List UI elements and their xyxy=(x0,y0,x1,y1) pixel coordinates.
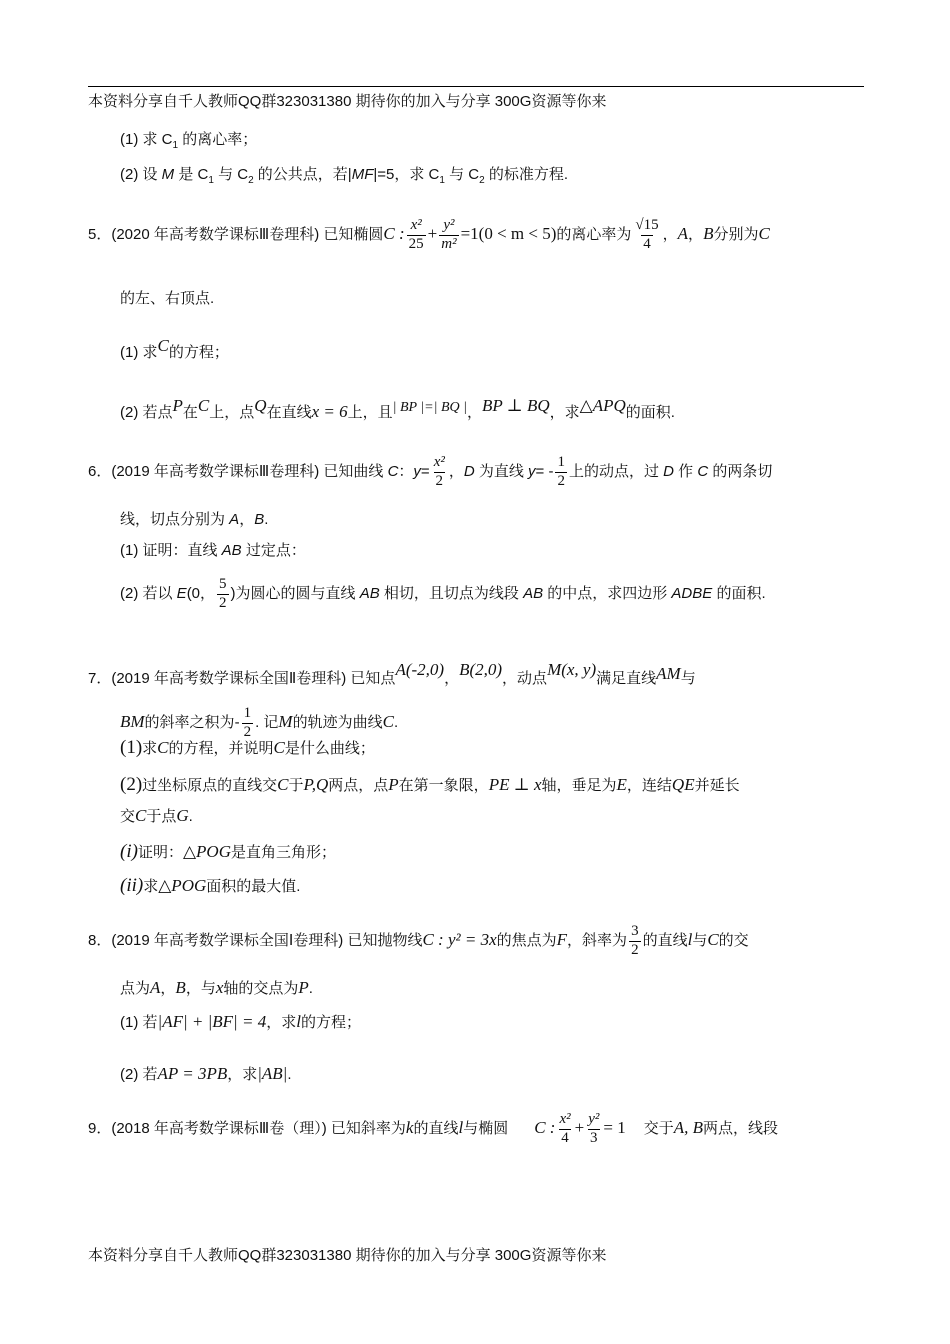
q6-frac-5-2: $\frac{5}{2}$ xyxy=(219,575,227,611)
q5-part1: (1) 求C的方程； xyxy=(120,336,229,361)
q5-frac-y2-m2: $\frac{\text{y²}}{\text{m²}}$ xyxy=(441,216,457,252)
q4-part1: (1) 求 $C_1$ 的离心率； xyxy=(120,131,258,151)
q7-part2: (2)过坐标原点的直线交C于P,Q两点，点P在第一象限，PE ⊥ x轴，垂足为E，连结QE并延长 xyxy=(120,774,740,795)
q5-frac-sqrt15-4: $\frac{√15}{4}$ xyxy=(635,216,659,252)
q5-frac-x2-25: $\frac{\text{x²}}{25}$ xyxy=(408,216,424,252)
q7-part2-line2: 交C于点G. xyxy=(120,806,193,825)
q7-frac-1-2: $\frac{1}{2}$ xyxy=(243,704,252,740)
q4-part2: (2) 设 M 是 $C_1$ 与 $C_2$ 的公共点，若|MF|=5，求 $C_1$ 与 $C_2$ 的标准方程. xyxy=(120,166,569,186)
q6-frac-x2-2: $\frac{\text{x²}}{2}$ xyxy=(433,453,445,489)
q6-stem-line2: 线，切点分别为 A，B. xyxy=(120,511,269,528)
q9-stem: 9．(2018 年高考数学课标Ⅲ卷（理）) 已知斜率为k的直线l与椭圆 C : $\frac{\text{x²}}{4}$ + $\frac{\text{y²}}{3}$ = 1 交于A, B两点，线段 xyxy=(88,1110,779,1146)
q8-frac-3-2: $\frac{3}{2}$ xyxy=(631,922,639,958)
q5-part2: (2) 若点P在C上，点Q在直线x = 6上，且| BP |=| BQ |，BP ⊥ BQ，求△APQ的面积. xyxy=(120,396,675,421)
q8-stem-line2: 点为A，B，与x轴的交点为P. xyxy=(120,978,313,997)
q7-stem: 7．(2019 年高考数学课标全国Ⅱ卷理科) 已知点A(-2,0)，B(2,0)，动点M(x, y)满足直线AM与 xyxy=(88,660,696,687)
q6-part1: (1) 证明：直线 AB 过定点： xyxy=(120,542,306,559)
q9-frac-x2-4: $\frac{\text{x²}}{4}$ xyxy=(559,1110,571,1146)
q7-part2-ii: (ii)求△POG面积的最大值. xyxy=(120,875,301,896)
q6-frac-1-2: $\frac{1}{2}$ xyxy=(557,453,565,489)
q7-stem-line2: BM的斜率之积为- $\frac{1}{2}$ . 记M的轨迹为曲线C. xyxy=(120,704,399,740)
q6-stem: 6．(2019 年高考数学课标Ⅲ卷理科) 已知曲线 C：y= $\frac{\text{x²}}{2}$ ，D 为直线 y= - $\frac{1}{2}$ 上的动点，过 D 作 C 的两条切 xyxy=(88,453,773,489)
q5-stem: 5．(2020 年高考数学课标Ⅲ卷理科) 已知椭圆C : $\frac{\text{x²}}{25}$ + $\frac{\text{y²}}{\text{m²}}$ =1(0 < m < 5)的离心率为 $\frac{√15}{4}$ ，A，B分别为C xyxy=(88,216,770,252)
q8-part2: (2) 若AP = 3PB，求|AB|. xyxy=(120,1064,292,1083)
q5-stem-line2: 的左、右顶点. xyxy=(120,290,215,307)
q8-stem: 8．(2019 年高考数学课标全国Ⅰ卷理科) 已知抛物线C : y² = 3x的焦点为F，斜率为 $\frac{3}{2}$ 的直线l与C的交 xyxy=(88,922,749,958)
q6-part2: (2) 若以 E(0， $\frac{5}{2}$ )为圆心的圆与直线 AB 相切，且切点为线段 AB 的中点，求四边形 ADBE 的面积. xyxy=(120,575,766,611)
header-rule xyxy=(88,86,864,87)
q7-part2-i: (i)证明：△POG是直角三角形； xyxy=(120,841,336,862)
q9-frac-y2-3: $\frac{\text{y²}}{3}$ xyxy=(588,1110,600,1146)
footer-banner: 本资料分享自千人教师QQ群323031380 期待你的加入与分享 300G资源等你来 xyxy=(88,1247,607,1264)
q8-part1: (1) 若|AF| + |BF| = 4，求l的方程； xyxy=(120,1012,361,1031)
header-banner: 本资料分享自千人教师QQ群323031380 期待你的加入与分享 300G资源等你来 xyxy=(88,93,607,110)
q7-part1: (1)求C的方程，并说明C是什么曲线； xyxy=(120,737,375,758)
